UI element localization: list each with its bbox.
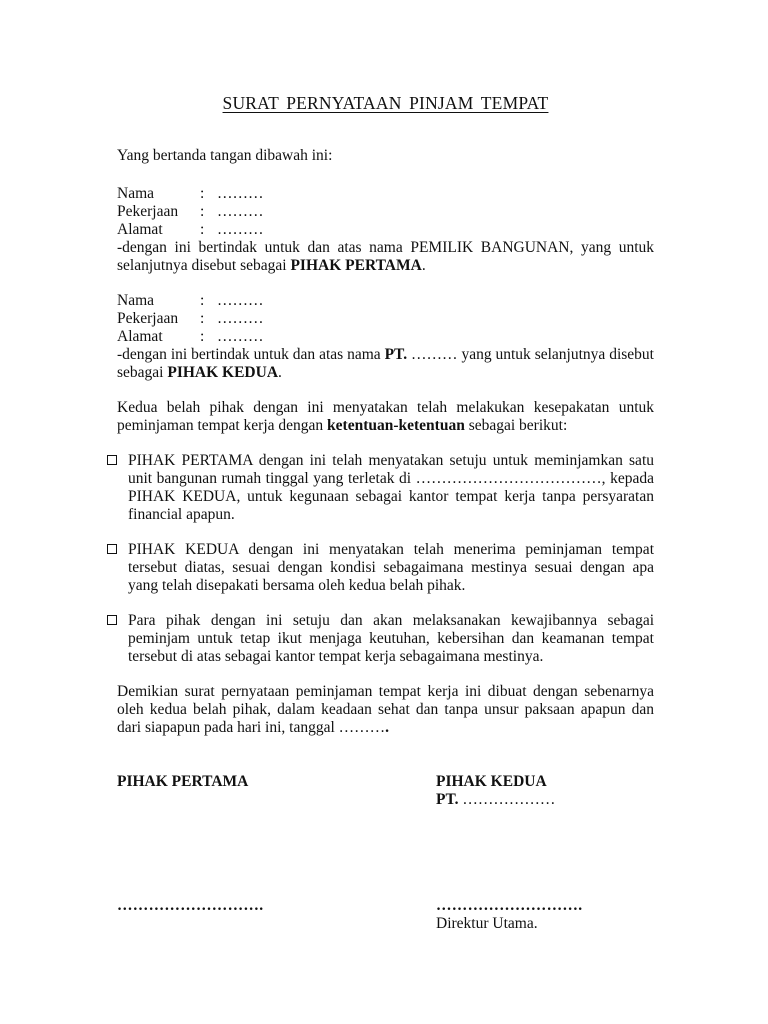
term-text: Para pihak dengan ini setuju dan akan melaksanakan kewajibannya sebagai peminjam untuk tetap ikut menjaga keutuhan, kebersihan dan keamanan tempat tersebut di atas sebagai kantor tempat kerja sebagaimana mestinya. <box>128 612 654 665</box>
term-text: PIHAK PERTAMA dengan ini telah menyatakan setuju untuk meminjamkan satu unit bangunan rumah tinggal yang terletak di ………………………………, kepada PIHAK KEDUA, untuk kegunaan sebagai kantor tempat kerja tanpa persyaratan financial apapun. <box>128 452 654 523</box>
party2-job-row <box>117 310 654 328</box>
signature-left-line: ………………………. <box>117 897 264 914</box>
term-item <box>107 452 654 524</box>
field-label: Pekerjaan <box>117 310 179 327</box>
checkbox-icon <box>107 544 117 554</box>
party1-name-row <box>117 185 654 203</box>
field-value: ……… <box>217 292 264 309</box>
field-colon: : <box>200 185 205 202</box>
party2-statement: -dengan ini bertindak untuk dan atas nama PT. ……… yang untuk selanjutnya disebut sebagai PIHAK KEDUA. <box>117 346 654 381</box>
field-value: ……… <box>217 203 264 220</box>
signature-right-line: ………………………. <box>436 897 583 914</box>
field-value: ……… <box>217 221 264 238</box>
field-label: Alamat <box>117 328 163 345</box>
field-colon: : <box>200 221 205 238</box>
party2-fields <box>117 292 654 382</box>
field-value: ……… <box>217 185 264 202</box>
intro-text: Yang bertanda tangan dibawah ini: <box>117 147 333 164</box>
field-label: Nama <box>117 292 155 309</box>
document-title: SURAT PERNYATAAN PINJAM TEMPAT <box>222 93 549 113</box>
field-value: ……… <box>217 310 264 327</box>
field-colon: : <box>200 328 205 345</box>
checkbox-icon <box>107 455 117 465</box>
signature-right-company: PT. ……………… <box>436 791 556 808</box>
closing-text: Demikian surat pernyataan peminjaman tempat kerja ini dibuat dengan sebenarnya oleh kedua belah pihak, dalam keadaan sehat dan tanpa unsur paksaan apapun dan dari siapapun pada hari ini, tanggal ………. <box>117 683 654 736</box>
field-colon: : <box>200 310 205 327</box>
field-colon: : <box>200 203 205 220</box>
signature-right-title: PIHAK KEDUA <box>436 773 547 790</box>
signature-right-role: Direktur Utama. <box>436 915 538 932</box>
checkbox-icon <box>107 615 117 625</box>
party1-fields <box>117 185 654 275</box>
term-item <box>107 612 654 666</box>
agreement-text: Kedua belah pihak dengan ini menyatakan telah melakukan kesepakatan untuk peminjaman tempat kerja dengan ketentuan-ketentuan sebagai berikut: <box>117 399 654 434</box>
party1-job-row <box>117 203 654 221</box>
field-label: Alamat <box>117 221 163 238</box>
signature-left-title: PIHAK PERTAMA <box>117 773 249 790</box>
party1-statement: -dengan ini bertindak untuk dan atas nama PEMILIK BANGUNAN, yang untuk selanjutnya disebut sebagai PIHAK PERTAMA. <box>117 239 654 274</box>
field-label: Pekerjaan <box>117 203 179 220</box>
party2-address-row <box>117 328 654 346</box>
term-item <box>107 541 654 595</box>
term-text: PIHAK KEDUA dengan ini menyatakan telah menerima peminjaman tempat tersebut diatas, sesuai dengan kondisi sebagaimana mestinya sesuai dengan apa yang telah disepakati bersama oleh kedua belah pihak. <box>128 541 654 594</box>
field-value: ……… <box>217 328 264 345</box>
field-label: Nama <box>117 185 155 202</box>
party1-address-row <box>117 221 654 239</box>
party2-name-row <box>117 292 654 310</box>
field-colon: : <box>200 292 205 309</box>
